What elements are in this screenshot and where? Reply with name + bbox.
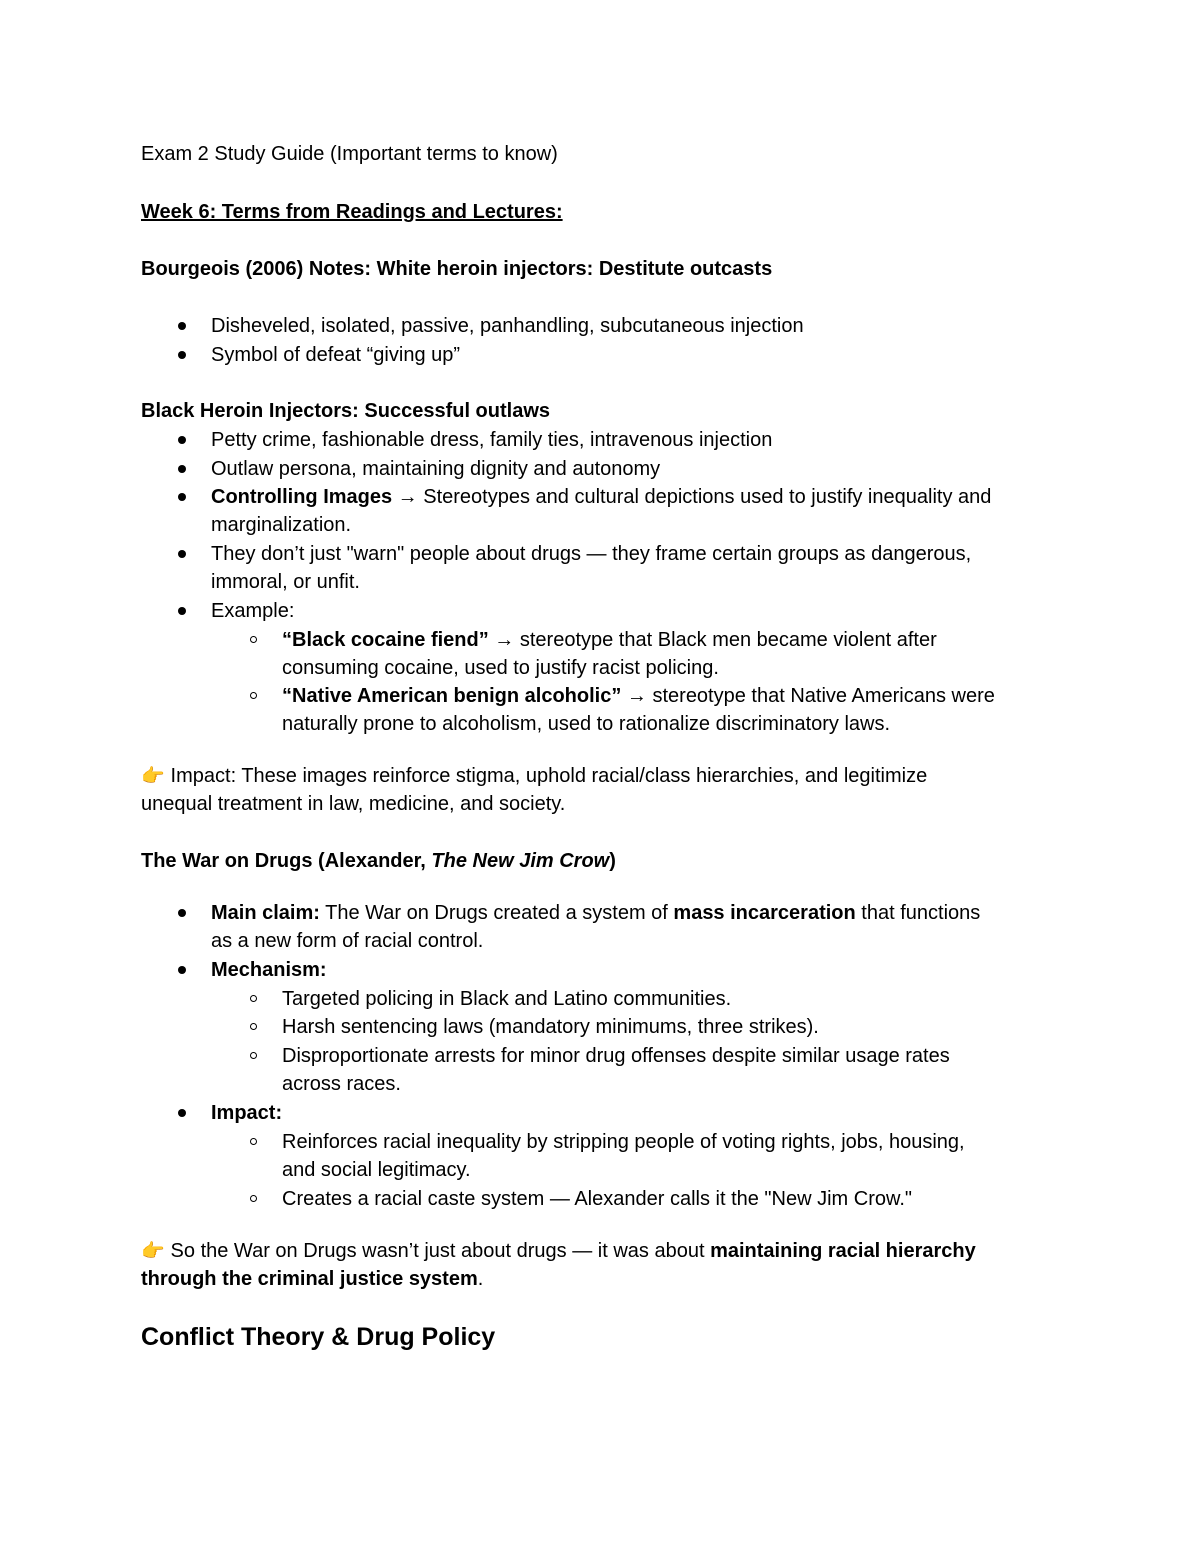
bourgeois-heading: Bourgeois (2006) Notes: White heroin injectors: Destitute outcasts <box>141 258 773 280</box>
sub-list-item <box>282 626 937 654</box>
week-heading: Week 6: Terms from Readings and Lectures: <box>141 201 563 223</box>
conflict-theory-heading: Conflict Theory & Drug Policy <box>141 1323 496 1351</box>
pointing-hand-icon: 👉 <box>141 765 165 787</box>
bullet-icon <box>178 436 186 444</box>
bullet-icon <box>178 550 186 558</box>
bullet-icon <box>178 966 186 974</box>
term-controlling-images: Controlling Images <box>211 486 393 508</box>
list-item: Outlaw persona, maintaining dignity and autonomy <box>211 458 661 480</box>
war-on-drugs-heading: The War on Drugs (Alexander, The New Jim Crow) <box>141 850 616 872</box>
impact-paragraph-continuation: unequal treatment in law, medicine, and society. <box>141 793 566 815</box>
definition-text: → stereotype that Native Americans were <box>621 685 995 707</box>
list-item-controlling-images <box>211 483 991 511</box>
sub-list-item: Disproportionate arrests for minor drug offenses despite similar usage rates <box>282 1045 950 1067</box>
list-item-mechanism: Mechanism: <box>211 959 327 981</box>
list-item-impact: Impact: <box>211 1102 283 1124</box>
bullet-icon <box>178 493 186 501</box>
sub-bullet-icon <box>250 995 257 1002</box>
sub-list-item-continuation: consuming cocaine, used to justify racist policing. <box>282 657 719 679</box>
list-item-continuation: marginalization. <box>211 514 352 536</box>
bullet-icon <box>178 465 186 473</box>
doc-title: Exam 2 Study Guide (Important terms to know) <box>141 143 558 165</box>
sub-list-item-continuation: and social legitimacy. <box>282 1159 471 1181</box>
sub-bullet-icon <box>250 1023 257 1030</box>
list-item: Disheveled, isolated, passive, panhandling, subcutaneous injection <box>211 315 804 337</box>
bullet-icon <box>178 322 186 330</box>
conclusion-paragraph-continuation: through the criminal justice system. <box>141 1268 484 1290</box>
impact-paragraph: 👉 Impact: These images reinforce stigma, uphold racial/class hierarchies, and legitimize <box>141 762 927 790</box>
bullet-icon <box>178 351 186 359</box>
sub-list-item-continuation: across races. <box>282 1073 401 1095</box>
list-item: Example: <box>211 600 295 622</box>
sub-bullet-icon <box>250 692 257 699</box>
bullet-icon <box>178 607 186 615</box>
list-item-main-claim: Main claim: The War on Drugs created a system of mass incarceration that functions <box>211 902 981 924</box>
sub-bullet-icon <box>250 1138 257 1145</box>
definition-text: → stereotype that Black men became violent after <box>488 629 937 651</box>
sub-bullet-icon <box>250 1052 257 1059</box>
sub-list-item: Reinforces racial inequality by stripping people of voting rights, jobs, housing, <box>282 1131 965 1153</box>
definition-text: → Stereotypes and cultural depictions used to justify inequality and <box>392 486 992 508</box>
sub-list-item <box>282 682 995 710</box>
sub-list-item: Harsh sentencing laws (mandatory minimums, three strikes). <box>282 1016 819 1038</box>
term-native-american-benign-alcoholic: “Native American benign alcoholic” <box>282 685 622 707</box>
sub-list-item-continuation: naturally prone to alcoholism, used to rationalize discriminatory laws. <box>282 713 891 735</box>
list-item-continuation: immoral, or unfit. <box>211 571 360 593</box>
term-black-cocaine-fiend: “Black cocaine fiend” <box>282 629 489 651</box>
list-item: Symbol of defeat “giving up” <box>211 344 461 366</box>
sub-bullet-icon <box>250 1195 257 1202</box>
list-item: They don’t just "warn" people about drugs — they frame certain groups as dangerous, <box>211 543 972 565</box>
black-heading: Black Heroin Injectors: Successful outlaws <box>141 400 551 422</box>
pointing-hand-icon: 👉 <box>141 1240 165 1262</box>
sub-list-item: Creates a racial caste system — Alexander calls it the "New Jim Crow." <box>282 1188 912 1210</box>
sub-bullet-icon <box>250 636 257 643</box>
bullet-icon <box>178 1109 186 1117</box>
bullet-icon <box>178 909 186 917</box>
book-title: The New Jim Crow <box>431 850 610 872</box>
list-item: Petty crime, fashionable dress, family ties, intravenous injection <box>211 429 773 451</box>
list-item-continuation: as a new form of racial control. <box>211 930 484 952</box>
sub-list-item: Targeted policing in Black and Latino communities. <box>282 988 732 1010</box>
conclusion-paragraph: 👉 So the War on Drugs wasn’t just about drugs — it was about maintaining racial hierarchy <box>141 1237 976 1265</box>
